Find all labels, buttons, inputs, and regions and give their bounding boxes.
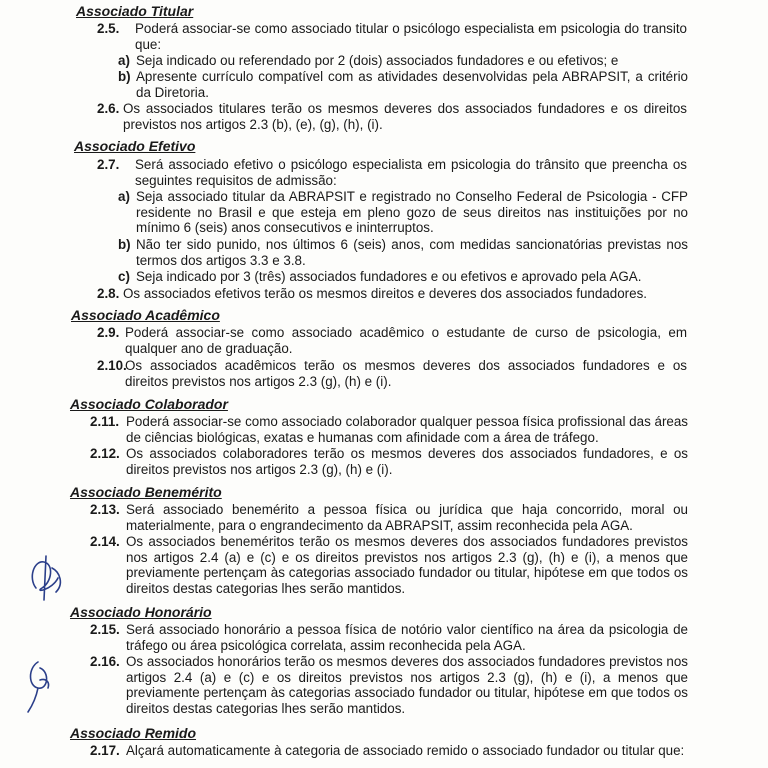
sub-text: Seja indicado ou referendado por 2 (dois) associados fundadores e ou efetivos; e [136,53,619,68]
clause-text: Poderá associar-se como associado titular o psicólogo especialista em psicologia do transito que: [135,21,687,52]
clause-number: 2.11. [90,414,120,429]
clause-2-7 [97,157,687,188]
clause-2-9 [97,325,687,356]
clause-number: 2.14. [90,534,120,549]
clause-2-16 [90,654,688,716]
clause-2-7-b [118,237,688,268]
clause-number: 2.6. [97,101,120,116]
clause-2-5-b [118,69,688,100]
sub-number: b) [118,69,131,84]
clause-2-5 [97,21,687,52]
section-title-academico: Associado Acadêmico [71,307,220,323]
section-title-benemerito: Associado Benemérito [70,484,222,500]
clause-text: Os associados titulares terão os mesmos deveres dos associados fundadores e os direitos previstos nos artigos 2.3 (b), (e), (g), (h), (i). [123,101,687,132]
clause-text: Os associados honorários terão os mesmos deveres dos associados fundadores previstos nos artigos 2.4 (a) e (c) e os direitos previstos nos artigos 2.3 (g), (h) e (i), a menos que previamente pertençam às categorias associado fundador ou titular, hipótese em que todos os direitos destas categorias lhes serão mantidos. [126,654,688,716]
handwritten-initials-icon [22,548,72,608]
section-title-remido: Associado Remido [70,725,197,741]
clause-number: 2.17. [90,743,120,758]
sub-text: Não ter sido punido, nos últimos 6 (seis) anos, com medidas sancionatórias previstas nos termos dos artigos 3.3 e 3.8. [136,237,688,268]
clause-2-8 [97,286,697,302]
clause-number: 2.16. [90,654,120,669]
sub-text: Apresente currículo compatível com as atividades desenvolvidas pela ABRAPSIT, a critério da Diretoria. [136,69,688,100]
clause-text: Os associados beneméritos terão os mesmos deveres dos associados fundadores previstos nos artigos 2.4 (a) e (c) e os direitos previstos nos artigos 2.3 (g), (h) e (i), a menos que previamente pertençam às categorias associado fundador ou titular, hipótese em que todos os direitos destas categorias lhes serão mantidos. [126,534,688,596]
clause-2-15 [90,622,688,653]
clause-text: Será associado efetivo o psicólogo especialista em psicologia do trânsito que preencha os seguintes requisitos de admissão: [135,157,687,188]
section-title-honorario: Associado Honorário [70,604,212,620]
clause-number: 2.7. [97,157,120,172]
clause-number: 2.10. [97,358,127,373]
section-title-efetivo: Associado Efetivo [74,138,196,154]
clause-text: Será associado benemérito a pessoa física ou jurídica que haja concorrido, moral ou materialmente, para o engrandecimento da ABRAPSIT, assim reconhecida pela AGA. [126,502,688,533]
clause-text: Os associados efetivos terão os mesmos direitos e deveres dos associados fundadores. [123,286,647,301]
sub-text: Seja associado titular da ABRAPSIT e registrado no Conselho Federal de Psicologia - CFP residente no Brasil e que esteja em pleno gozo de seus direitos nas instituições por no mínimo 6 (seis) anos consecutivos e ininterruptos. [136,189,688,236]
sub-number: a) [118,53,130,68]
clause-number: 2.8. [97,286,120,301]
clause-text: Os associados acadêmicos terão os mesmos deveres dos associados fundadores e os direitos previstos nos artigos 2.3 (g), (h) e (i). [125,358,687,389]
section-title-titular: Associado Titular [76,3,194,19]
clause-2-14 [90,534,688,596]
clause-2-11 [90,414,688,445]
clause-2-17 [90,743,688,759]
clause-number: 2.13. [90,502,120,517]
clause-number: 2.9. [97,325,120,340]
clause-2-13 [90,502,688,533]
clause-text: Os associados colaboradores terão os mesmos deveres dos associados fundadores, e os direitos previstos nos artigos 2.3 (g), (h) e (i). [126,446,688,477]
clause-number: 2.12. [90,446,120,461]
clause-text: Será associado honorário a pessoa física de notório valor científico na área da psicologia de tráfego ou área psicológica correlata, assim reconhecida pela AGA. [126,622,688,653]
clause-2-6 [97,101,687,132]
clause-number: 2.5. [97,21,120,36]
clause-number: 2.15. [90,622,120,637]
clause-text: Alçará automaticamente à categoria de associado remido o associado fundador ou titular que: [126,743,685,758]
sub-number: b) [118,237,131,252]
clause-text: Poderá associar-se como associado acadêmico o estudante de curso de psicologia, em qualquer ano de graduação. [125,325,687,356]
clause-2-7-c [118,269,688,285]
clause-2-7-a [118,189,688,236]
clause-2-12 [90,446,688,477]
sub-number: c) [118,269,130,284]
sub-number: a) [118,189,130,204]
clause-text: Poderá associar-se como associado colaborador qualquer pessoa física profissional das áreas de ciências biológicas, exatas e humanas com afinidade com a área de tráfego. [126,414,688,445]
sub-text: Seja indicado por 3 (três) associados fundadores e ou efetivos e aprovado pela AGA. [136,269,642,284]
handwritten-signature-icon [18,658,58,714]
section-title-colaborador: Associado Colaborador [70,396,228,412]
clause-2-10 [97,358,687,389]
clause-2-5-a [118,53,678,69]
